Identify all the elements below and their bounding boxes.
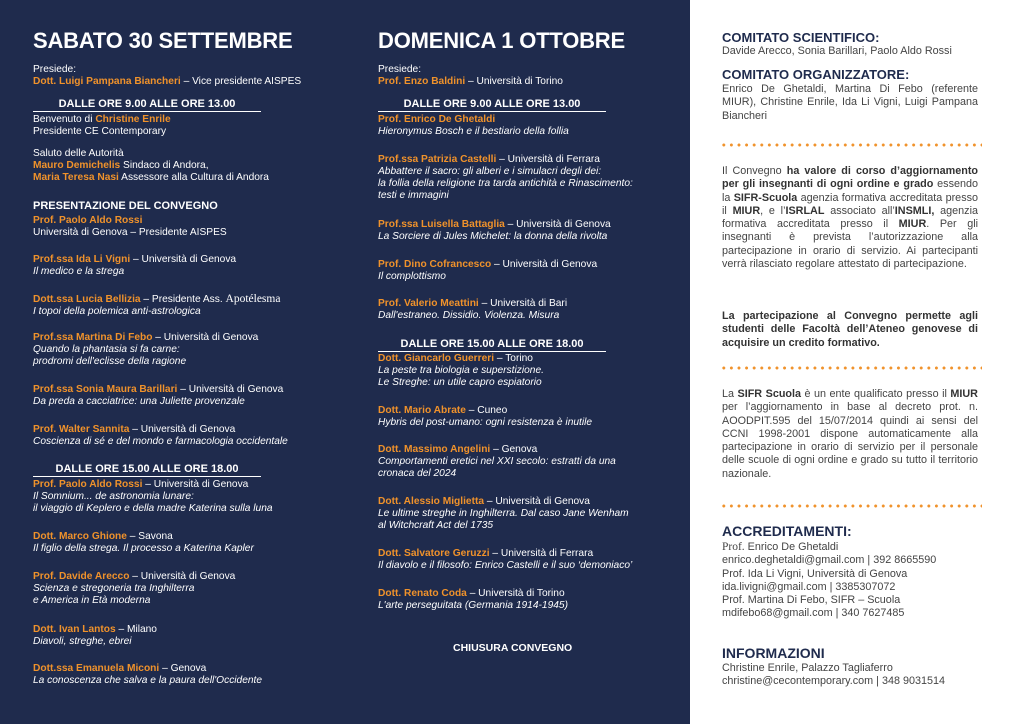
talk-title: Il Somnium... de astronomia lunare: <box>33 491 194 502</box>
contact-line: mdifebo68@gmail.com | 340 7627485 <box>722 607 905 620</box>
speaker-name: Prof.ssa Luisella Battaglia <box>378 219 505 230</box>
sunday-chair <box>378 64 678 88</box>
talk-title: Hybris del post-umano: ogni resistenza è inutile <box>378 417 593 428</box>
presentation-title: PRESENTAZIONE DEL CONVEGNO <box>33 200 218 212</box>
text-run: per l’aggiornamento in base al decreto prot. n. AOODPIT.595 del 15/07/2014 quindi ai sensi del CCNI 1998-2001 dispone automaticamente alla partecipazione in orario di servizio per il personale delle scuole di ogni ordine e grado su tutto il territorio nazionale. <box>722 401 978 480</box>
speaker-name: Prof. Paolo Aldo Rossi <box>33 479 143 490</box>
chair-label: Presiede: <box>33 64 77 75</box>
dotted-divider <box>720 143 982 147</box>
speaker-affiliation: – Milano <box>115 624 157 635</box>
speaker-name: Prof.ssa Sonia Maura Barillari <box>33 384 178 395</box>
closing-label: CHIUSURA CONVEGNO <box>453 642 573 654</box>
course-info-paragraph <box>722 165 978 271</box>
talk-title: Il figlio della strega. Il processo a Katerina Kapler <box>33 543 254 554</box>
talk-title-line2: e America in Età moderna <box>33 595 151 606</box>
accreditations-contacts <box>722 541 978 621</box>
talk-item <box>33 663 333 687</box>
speaker-name: Prof. Dino Cofrancesco <box>378 259 492 270</box>
scientific-committee-members: Davide Arecco, Sonia Barillari, Paolo Aldo Rossi <box>722 45 952 57</box>
speaker-name: Dott.ssa Emanuela Miconi <box>33 663 160 674</box>
talk-item <box>33 384 333 408</box>
talk-title-line2: il viaggio di Keplero e della madre Katerina sulla luna <box>33 503 273 514</box>
text-run: La <box>722 388 738 400</box>
text-run-bold: MIUR <box>898 218 927 231</box>
speaker-affiliation: – Genova <box>490 444 538 455</box>
chair-label: Presiede: <box>378 64 422 75</box>
saturday-title: SABATO 30 SETTEMBRE <box>33 28 293 53</box>
speaker-name: Prof.ssa Patrizia Castelli <box>378 154 497 165</box>
talk-item <box>33 293 333 318</box>
talk-title: La Sorciere di Jules Michelet: la donna della rivolta <box>378 231 608 242</box>
text-run: essendo la <box>722 178 978 204</box>
speaker-affiliation: – Torino <box>494 353 533 364</box>
talk-title-line2: prodromi dell'eclisse della ragione <box>33 356 187 367</box>
contact-name: Enrico De Ghetaldi <box>744 541 839 553</box>
speaker-name: Prof. Walter Sannita <box>33 424 130 435</box>
saturday-morning-header: DALLE ORE 9.00 ALLE ORE 13.00 <box>33 98 261 112</box>
information-contacts <box>722 662 978 689</box>
accreditations-title: ACCREDITAMENTI: <box>722 523 852 539</box>
talk-item <box>33 624 333 648</box>
speaker-name: Prof. Valerio Meattini <box>378 298 479 309</box>
talk-title: La peste tra biologia e superstizione. <box>378 365 544 376</box>
speaker-affiliation: – Università di Genova <box>130 254 237 265</box>
talk-item <box>378 405 678 429</box>
talk-title: L'arte perseguitata (Germania 1914-1945) <box>378 600 568 611</box>
talk-title: Da preda a cacciatrice: una Juliette provenzale <box>33 396 245 407</box>
text-run-bold: SIFR-Scuola <box>733 191 798 204</box>
text-run: . Per gli insegnanti è prevista l’autorizzazione alla partecipazione in orario di servizio. Ai partecipanti verrà rilasciato regolare attestato di partecipazione. <box>722 218 978 271</box>
talk-item <box>378 353 678 389</box>
talk-item <box>378 219 678 243</box>
speaker-name: Dott. Renato Coda <box>378 588 467 599</box>
contact-line: enrico.deghetaldi@gmail.com | 392 8665590 <box>722 554 937 567</box>
dotted-divider <box>720 504 982 508</box>
sifr-info-paragraph <box>722 388 978 481</box>
speaker-affiliation: – Università di Genova <box>177 384 284 395</box>
speaker-affiliation: – Presidente Ass. <box>140 294 226 305</box>
talk-title-line2: cronaca del 2024 <box>378 468 457 479</box>
organizing-committee-members: Enrico De Ghetaldi, Martina Di Febo (referente MIUR), Christine Enrile, Ida Li Vigni, Luigi Pampana Biancheri <box>722 83 978 122</box>
talk-item <box>33 424 333 448</box>
speaker-affiliation: – Università di Ferrara <box>496 154 600 165</box>
talk-title: Diavoli, streghe, ebrei <box>33 636 132 647</box>
talk-item <box>378 114 678 138</box>
speaker-affiliation: – Genova <box>159 663 207 674</box>
speaker-name: Prof. Davide Arecco <box>33 571 130 582</box>
speaker-affiliation: – Università di Bari <box>478 298 568 309</box>
speaker-affiliation: – Università di Genova <box>484 496 590 507</box>
contact-line: christine@cecontemporary.com | 348 9031514 <box>722 675 946 688</box>
contact-line: Christine Enrile, Palazzo Tagliaferro <box>722 662 893 674</box>
talk-item <box>33 332 333 368</box>
talk-title: Comportamenti eretici nel XXI secolo: estratti da una <box>378 456 616 467</box>
speaker-name: Prof.ssa Martina Di Febo <box>33 332 153 343</box>
text-run: agenzia formativa accreditata presso il <box>722 191 978 217</box>
contact-line: Prof. Martina Di Febo, SIFR – Scuola <box>722 594 901 607</box>
chair-role: – Università di Torino <box>465 76 563 87</box>
speaker-affiliation: – Cuneo <box>465 405 508 416</box>
talk-title-line3: testi e immagini <box>378 190 449 201</box>
presenter-role: Università di Genova – Presidente AISPES <box>33 227 227 238</box>
text-run: associato all’ <box>824 204 895 217</box>
authority-role: Assessore alla Cultura di Andora <box>118 172 269 183</box>
talk-title: Quando la phantasia si fa carne: <box>33 344 180 355</box>
speaker-affiliation: – Università di Ferrara <box>489 548 594 559</box>
text-run: agenzia formativa accreditata presso il <box>722 204 978 231</box>
speaker-name: Dott. Salvatore Geruzzi <box>378 548 490 559</box>
info-panel <box>690 0 1024 724</box>
organizing-committee-title: COMITATO ORGANIZZATORE: <box>722 67 910 82</box>
talk-item <box>33 479 333 515</box>
sunday-title: DOMENICA 1 OTTOBRE <box>378 28 625 53</box>
welcome-role: Presidente CE Contemporary <box>33 126 167 137</box>
text-run: Il Convegno <box>722 165 787 177</box>
speaker-affiliation: – Università di Genova <box>129 571 236 582</box>
speaker-name: Dott. Giancarlo Guerreri <box>378 353 495 364</box>
talk-title: Coscienza di sé e del mondo e farmacologia occidentale <box>33 436 288 447</box>
talk-title: Dall'estraneo. Dissidio. Violenza. Misura <box>378 310 560 321</box>
authorities-block <box>33 148 333 184</box>
presenter-block <box>33 215 333 239</box>
welcome-block <box>33 114 333 138</box>
talk-title: Il medico e la strega <box>33 266 125 277</box>
authority-name: Mauro Demichelis <box>33 160 121 171</box>
talk-title: Il diavolo e il filosofo: Enrico Castelli e il suo ‘demoniaco’ <box>378 560 633 571</box>
sunday-morning-header: DALLE ORE 9.00 ALLE ORE 13.00 <box>378 98 606 112</box>
chair-name: Prof. Enzo Baldini <box>378 76 466 87</box>
speaker-affiliation: – Università di Torino <box>466 588 565 599</box>
talk-item <box>378 496 678 532</box>
dotted-divider <box>720 366 982 370</box>
speaker-name: Prof. Enrico De Ghetaldi <box>378 114 496 125</box>
text-run-bold: ISRLAL <box>785 204 825 217</box>
contact-line: ida.livigni@gmail.com | 3385307072 <box>722 580 896 593</box>
talk-title-line2: la follia della religione tra tarda antichità e Rinascimento: <box>378 178 633 189</box>
talk-item <box>378 154 678 202</box>
speaker-affiliation: – Università di Genova <box>152 332 259 343</box>
speaker-affiliation: – Università di Genova <box>129 424 236 435</box>
talk-title: Scienza e stregoneria tra Inghilterra <box>33 583 195 594</box>
welcome-name: Christine Enrile <box>95 114 171 125</box>
talk-item <box>33 254 333 278</box>
talk-title: Le ultime streghe in Inghilterra. Dal caso Jane Wenham <box>378 508 629 519</box>
talk-title: Il complottismo <box>378 271 446 282</box>
title-prefix: Prof. <box>722 541 745 553</box>
contact-line: Prof. Ida Li Vigni, Università di Genova <box>722 567 908 580</box>
speaker-name: Dott. Alessio Miglietta <box>378 496 485 507</box>
text-run-bold: SIFR Scuola <box>737 388 802 400</box>
talk-title: La conoscenza che salva e la paura dell'Occidente <box>33 675 263 686</box>
saturday-afternoon-header: DALLE ORE 15.00 ALLE ORE 18.00 <box>33 463 261 477</box>
student-credit-paragraph: La partecipazione al Convegno permette agli studenti delle Facoltà dell’Ateneo genovese di acquisire un credito formativo. <box>722 310 978 349</box>
talk-title: Hieronymus Bosch e il bestiario della follia <box>378 126 569 137</box>
text-run: , e l’ <box>760 204 786 217</box>
talk-item <box>378 548 678 572</box>
saturday-chair <box>33 64 333 88</box>
talk-title-line2: Le Streghe: un utile capro espiatorio <box>378 377 542 388</box>
speaker-affiliation: – Savona <box>126 531 173 542</box>
speaker-name: Dott.ssa Lucia Bellizia <box>33 294 141 305</box>
speaker-affiliation: – Università di Genova <box>504 219 611 230</box>
speaker-name: Dott. Massimo Angelini <box>378 444 491 455</box>
talk-title: I topoi della polemica anti-astrologica <box>33 306 201 317</box>
talk-title-line2: al Witchcraft Act del 1735 <box>378 520 494 531</box>
text-run-bold: INSMLI, <box>894 204 935 217</box>
authority-role: Sindaco di Andora, <box>120 160 209 171</box>
greeting-label: Saluto delle Autorità <box>33 148 124 159</box>
sunday-afternoon-header: DALLE ORE 15.00 ALLE ORE 18.00 <box>378 338 606 352</box>
talk-item <box>378 259 678 283</box>
text-run-bold: MIUR <box>950 388 978 400</box>
speaker-name: Dott. Ivan Lantos <box>33 624 116 635</box>
speaker-name: Dott. Mario Abrate <box>378 405 466 416</box>
presenter-name: Prof. Paolo Aldo Rossi <box>33 215 143 226</box>
text-run: è un ente qualificato presso il <box>801 388 951 400</box>
talk-item <box>378 444 678 480</box>
speaker-affiliation: – Università di Genova <box>491 259 598 270</box>
talk-title: Abbattere il sacro: gli alberi e i simulacri degli dei: <box>378 166 602 177</box>
speaker-affiliation: – Università di Genova <box>142 479 249 490</box>
text-run-bold: ha valore di corso d’aggiornamento per gli insegnanti di ogni ordine e grado <box>722 165 979 191</box>
information-title: INFORMAZIONI <box>722 645 825 661</box>
chair-name: Dott. Luigi Pampana Biancheri <box>33 76 181 87</box>
welcome-text: Benvenuto di <box>33 114 96 125</box>
talk-item <box>378 298 678 322</box>
chair-role: – Vice presidente AISPES <box>180 76 302 87</box>
talk-item <box>33 571 333 607</box>
authority-name: Maria Teresa Nasi <box>33 172 119 183</box>
scientific-committee-title: COMITATO SCIENTIFICO: <box>722 30 880 45</box>
speaker-name: Prof.ssa Ida Li Vigni <box>33 254 131 265</box>
talk-item <box>378 588 678 612</box>
speaker-name: Dott. Marco Ghione <box>33 531 127 542</box>
talk-item <box>33 531 333 555</box>
association-name: Apotélesma <box>225 293 281 305</box>
text-run-bold: MIUR <box>732 204 761 217</box>
